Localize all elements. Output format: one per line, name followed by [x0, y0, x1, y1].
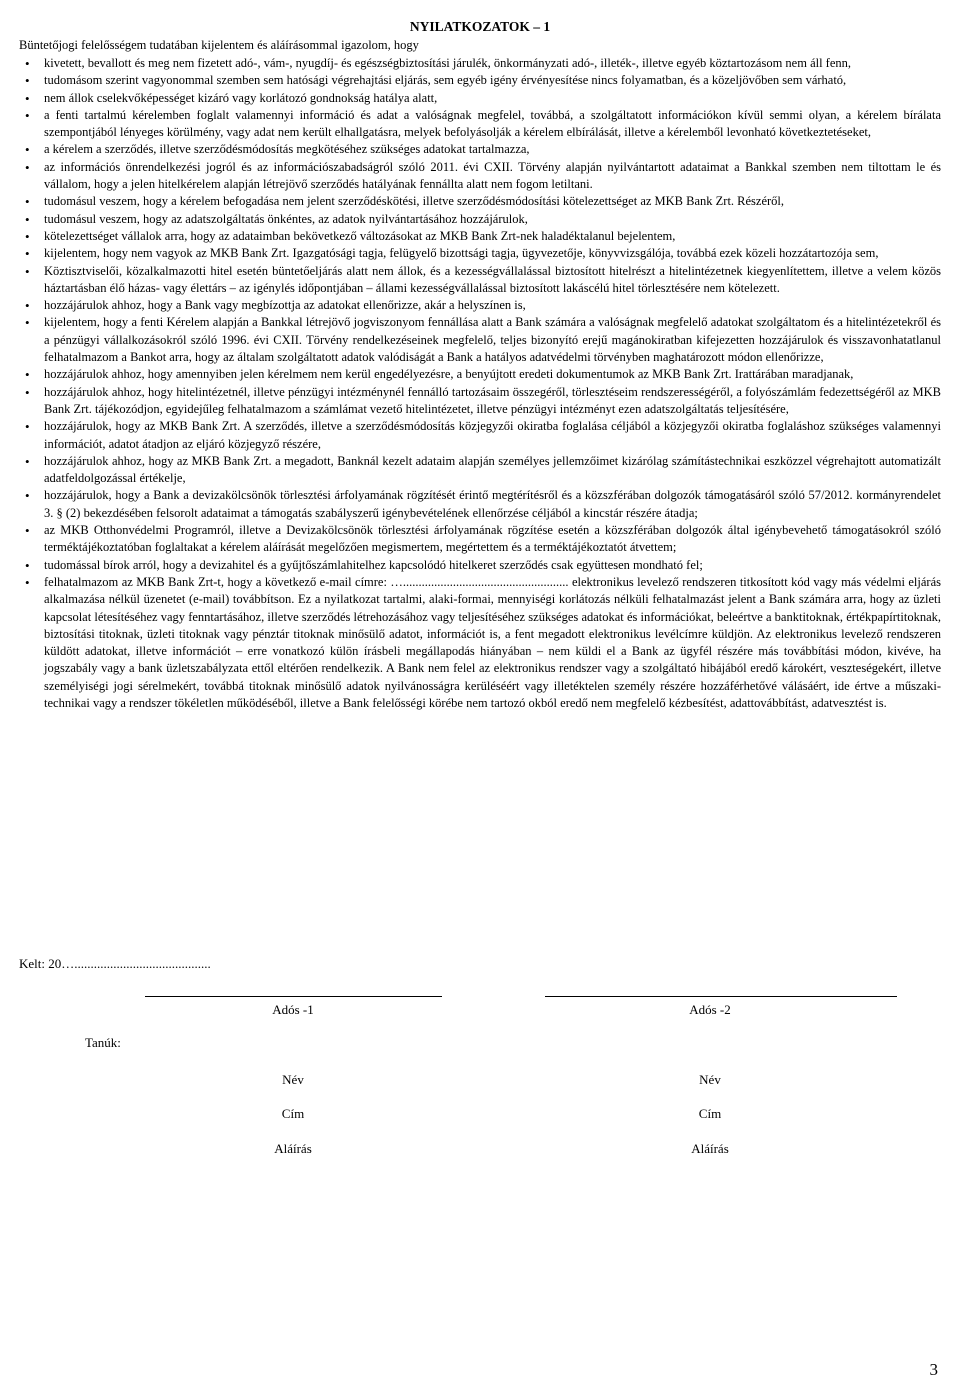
- list-item: • kivetett, bevallott és meg nem fizetett adó-, vám-, nyugdíj- és egészségbiztosítási járulék, önkormányzati adó-, illeték-, illetve egyéb köztartozásom nem áll fenn,: [20, 55, 941, 72]
- signature-line-debtor-1: [145, 996, 442, 997]
- debtor-2-name-label: Név: [699, 1072, 721, 1087]
- list-item: • tudomásom szerint vagyonommal szemben sem hatósági végrehajtási eljárás, sem egyéb igény érvényesítése nincs folyamatban, és a közeljövőben sem várható,: [20, 72, 941, 89]
- list-item: • kijelentem, hogy nem vagyok az MKB Bank Zrt. Igazgatósági tagja, felügyelő bizottsági tagja, ügyvezetője, könyvvizsgálója, továbbá ezek közeli hozzátartozója sem,: [20, 245, 941, 262]
- list-item: • hozzájárulok ahhoz, hogy a Bank vagy megbízottja az adatokat ellenőrizze, akár a helyszínen is,: [20, 297, 941, 314]
- signature-line-debtor-2: [545, 996, 897, 997]
- list-item: • tudomásul veszem, hogy a kérelem befogadása nem jelent szerződéskötési, illetve szerződésmódosítási kötelezettséget az MKB Bank Zrt. Részéről,: [20, 193, 941, 210]
- list-item: • kijelentem, hogy a fenti Kérelem alapján a Bankkal létrejövő jogviszonyom fennállása alatt a Bank számára a valóságnak megfelelő adatokat szolgáltatom és a hitelintézetekről és a pénzügyi vállalkozásokról szóló 1996. évi CXII. Törvény rendelkezéseinek megfelelő, teljes bizonyító erejű magánokiratban kifejezetten hozzájárulok és visszavonhatatlanul felhatalmazom a Bankot arra, hogy az általam szolgáltatott adatok valódiságát a Bank a hatályos adatvédelmi törvényben maghatározott módon ellenőrizze,: [20, 314, 941, 366]
- list-item: • hozzájárulok ahhoz, hogy hitelintézetnél, illetve pénzügyi intézménynél fennálló tartozásaim összegéről, törlesztéseim rendszerességéről, a folyószámlám fedezettségéről az MKB Bank Zrt. tájékozódjon, egyidejűleg felhatalmazom a számlámat vezető hitelintézetet, illetve pénzügyi intézményt ezen adatszolgáltatás teljesítésére,: [20, 384, 941, 419]
- list-item: • Köztisztviselői, közalkalmazotti hitel esetén büntetőeljárás alatt nem állok, és a kezességvállalással biztosított hitelrészt a hitelintézetnek kiegyenlítettem, illetve a velem közös háztartásban élő házas- vagy élettárs – az igénylés időpontjában – állami kezességvállalással biztosított lakáscélú hitel törlesztésére nem kötelezett.: [20, 263, 941, 298]
- debtor-1-name-label: Név: [282, 1072, 304, 1087]
- page-number: 3: [929, 1360, 938, 1379]
- list-item: • az információs önrendelkezési jogról és az információszabadságról szóló 2011. évi CXII. Törvény alapján nyilvántartott adataimat a Bankkal szemben nem tiltottam le és vállalom, hogy a jelen hitelkérelem alapján létrejövő szerződés hatályának fennállta alatt nem fogom letiltani.: [20, 159, 941, 194]
- intro-text: Büntetőjogi felelősségem tudatában kijelentem és aláírásommal igazolom, hogy: [19, 38, 419, 52]
- list-item: • tudomással bírok arról, hogy a devizahitel és a gyűjtőszámlahitelhez kapcsolódó hitelkeret szerződés csak együttesen mondható fel;: [20, 557, 941, 574]
- page-title: NYILATKOZATOK – 1: [409, 19, 551, 34]
- debtor-2-signature-label: Aláírás: [691, 1141, 729, 1156]
- list-item: • az MKB Otthonvédelmi Programról, illetve a Devizakölcsönök törlesztési árfolyamának rögzítése esetén a közszférában dolgozók által igénybevehető támogatásokról szóló terméktájékoztatóban foglaltakat a kérelem aláírását megelőzően megismertem, megértettem és a terméktájékoztatót átvettem;: [20, 522, 941, 557]
- list-item: • hozzájárulok ahhoz, hogy amennyiben jelen kérelmem nem kerül engedélyezésre, a benyújtott eredeti dokumentumok az MKB Bank Zrt. Irattárában maradjanak,: [20, 366, 941, 383]
- list-item: • felhatalmazom az MKB Bank Zrt-t, hogy a következő e-mail címre: …..................................................... elektronikus levelező rendszeren titkosított kód vagy más védelmi eljárás alkalmazása nélkül üzenetet (e-mail) továbbítson. Ez a nyilatkozat tartalmi, alaki-formai, mennyiségi korlátozás nélküli felhatalmazást jelent a Bank számára arra, hogy az üzleti kapcsolat létesítéséhez vagy fenntartásához, illetve szerződés létrehozásához vagy teljesítéséhez szükséges adatokat és információkat, beleértve a banktitoknak, értékpapírtitoknak, biztosítási titoknak, üzleti titoknak vagy pénztár titoknak minősülő adatot, információt is, a fent megadott elektronikus levélcímre küldjön. Az elektronikus levelező rendszeren küldött adatokat, illetve információt – erre vonatkozó külön írásbeli megállapodás hiányában – nem küldi el a Bank az ügyfél részére más továbbítási módon, kivéve, ha jogszabály vagy a bank üzletszabályzata ettől eltérően rendelkezik. A Bank nem felel az elektronikus rendszer vagy a szolgáltató hibájából eredő károkért, veszteségekért, illetve személyiségi jogi sérelmekért, továbbá titoknak minősülő adatok nyilvánosságra kerüléséért vagy illetéktelen személy részére hozzáférhetővé válásáért, ide értve a műszaki-technikai vagy a rendszer tökéletlen működéséből, illetve a Bank felelősségi körébe nem tartozó okból eredő nem megfelelő kézbesítést, adattovábbítást, adatvesztést is.: [20, 574, 941, 712]
- debtor-1-title: Adós -1: [272, 1002, 314, 1017]
- debtor-1-signature-label: Aláírás: [274, 1141, 312, 1156]
- witnesses-label: Tanúk:: [85, 1035, 121, 1050]
- list-item: • kötelezettséget vállalok arra, hogy az adataimban bekövetkező változásokat az MKB Bank Zrt-nek haladéktalanul bejelentem,: [20, 228, 941, 245]
- declaration-list: [20, 55, 941, 712]
- debtor-2-address-label: Cím: [698, 1106, 722, 1121]
- list-item: • hozzájárulok ahhoz, hogy az MKB Bank Zrt. a megadott, Banknál kezelt adataim alapján személyes jellemzőimet kizárólag számítástechnikai eszközzel végrehajtott automatizált adatfeldolgozással értékelje,: [20, 453, 941, 488]
- list-item: • a fenti tartalmú kérelemben foglalt valamennyi információ és adat a valóságnak megfelel, továbbá, a szolgáltatott információkon kívül semmi olyan, a kérelem bírálata szempontjából lényeges körülmény, vagy adat nem került elhallgatásra, melyek befolyásolják a kérelem elbírálását, illetve a kérelemből levonható következtetéseket,: [20, 107, 941, 142]
- list-item: • tudomásul veszem, hogy az adatszolgáltatás önkéntes, az adatok nyilvántartásához hozzájárulok,: [20, 211, 941, 228]
- list-item: • a kérelem a szerződés, illetve szerződésmódosítás megkötéséhez szükséges adatokat tartalmazza,: [20, 141, 941, 158]
- list-item: • nem állok cselekvőképességet kizáró vagy korlátozó gondnokság hatálya alatt,: [20, 90, 941, 107]
- list-item: • hozzájárulok, hogy az MKB Bank Zrt. A szerződés, illetve a szerződésmódosítás közjegyzői okiratba foglalása céljából a közjegyzői okiratba foglaláshoz szükséges valamennyi információt, adatot átadjon az eljáró közjegyző részére,: [20, 418, 941, 453]
- debtor-1-address-label: Cím: [281, 1106, 305, 1121]
- date-field: Kelt: 20…..........................................: [19, 956, 211, 971]
- list-item: • hozzájárulok, hogy a Bank a devizakölcsönök törlesztési árfolyamának rögzítését érintő megtérítésről és a közszférában dolgozók támogatásáról szóló 57/2012. kormányrendelet 3. § (2) bekezdésében felsorolt adataimat a támogatás szabályszerű igénybevételének ellenőrzése céljából a kincstár részére átadja;: [20, 487, 941, 522]
- debtor-2-title: Adós -2: [689, 1002, 731, 1017]
